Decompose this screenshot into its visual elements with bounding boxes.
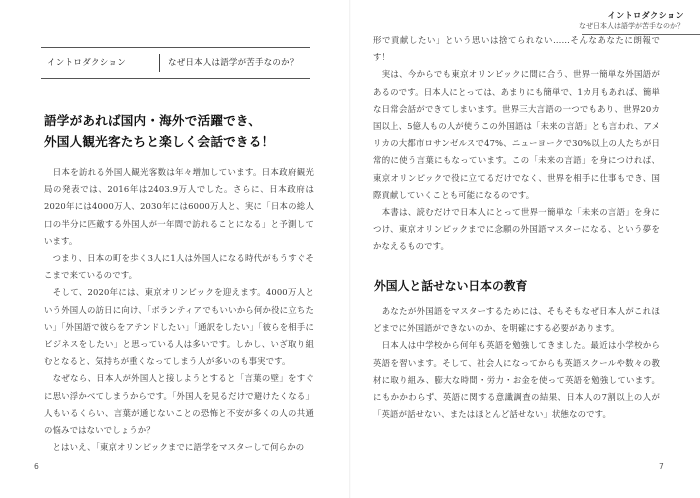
- running-header-subtitle: なぜ日本人は語学が苦手なのか？: [579, 22, 684, 30]
- paragraph: 日本人は中学校から何年も英語を勉強してきました。最近は小学校から英語を習います。そして、社会人になってからも英語スクールや数々の教材に取り組み、膨大な時間・労力・お金を使って英語を勉強しています。にもかかわらず、英語に関する意識調査の結果、日本人の7割以上の人が「英語が話せない、またはほとんど話せない」状態なのです。: [373, 340, 660, 420]
- paragraph: 形で貢献したい」という思いは捨てられない……そんなあなたに朗報です！: [373, 35, 660, 63]
- chapter-header-bar: [41, 47, 310, 79]
- running-header-chapter: イントロダクション: [607, 11, 684, 20]
- paragraph: 実は、今からでも東京オリンピックに間に合う、世界一簡単な外国語があるのです。日本人にとっては、あまりにも簡単で、1カ月もあれば、簡単な日常会話ができてしまいます。世界三大言語の一つでもあり、世界20カ国以上、5億人もの人が使うこの外国語は「未来の言語」とも言われ、アメリカの大都市ロサンゼルスで47%、ニューヨークで30%以上の人たちが日常的に使う言葉にもなっています。この「未来の言語」を身につければ、東京オリンピックで役に立てるだけでなく、世界を相手に仕事もでき、国際貢献していくことも可能になるのです。: [373, 69, 660, 200]
- paragraph: とはいえ、「東京オリンピックまでに語学をマスターして何らかの: [44, 442, 305, 453]
- paragraph: なぜなら、日本人が外国人と接しようとすると「言葉の壁」をすぐに思い浮かべてしまうからです。「外国人を見るだけで避けたくなる」人もいるくらい、言葉が通じないことの恐怖と不安が多くの人の共通の悩みではないでしょうか？: [44, 373, 314, 436]
- section-body-text: [373, 303, 660, 423]
- running-header: [579, 11, 684, 31]
- paragraph: そして、2020年には、東京オリンピックを迎えます。4000万人という外国人の訪日に向け、「ボランティアでもいいから何か役に立ちたい」「外国語で彼らをアテンドしたい」「通訳をしたい」「彼らを相手にビジネスをしたい」と思っている人は多いです。しかし、いざ取り組むとなると、気持ちが重くなってしまう人が多いのも事実です。: [44, 287, 314, 367]
- page-number-right: 7: [659, 462, 664, 471]
- headline-line: 外国人観光客たちと楽しく会話できる！: [44, 134, 275, 149]
- chapter-separator: [159, 54, 160, 72]
- section-heading: 外国人と話せない日本の教育: [374, 279, 528, 293]
- chapter-title: なぜ日本人は語学が苦手なのか？: [168, 58, 299, 68]
- right-page: [350, 0, 700, 498]
- paragraph: つまり、日本の町を歩く3人に1人は外国人になる時代がもうすぐそこまで来ているのです。: [44, 253, 314, 281]
- paragraph: あなたが外国語をマスターするためには、そもそもなぜ日本人がこれほどまでに外国語ができないのか、を明確にする必要があります。: [373, 306, 660, 334]
- left-body-text: [44, 164, 314, 456]
- right-body-text: [373, 32, 660, 256]
- paragraph: 本書は、読むだけで日本人にとって世界一簡単な「未来の言語」を身につけ、東京オリンピックまでに念願の外国語マスターになる、という夢をかなえるものです。: [373, 207, 660, 252]
- page-headline: [44, 110, 334, 152]
- headline-line: 語学があれば国内・海外で活躍でき、: [44, 113, 261, 128]
- page-number-left: 6: [34, 462, 39, 471]
- paragraph: 日本を訪れる外国人観光客数は年々増加しています。日本政府観光局の発表では、2016年は2403.9万人でした。さらに、日本政府は2020年には4000万人、2030年には6000万人と、実に「日本の総人口の半分に匹敵する外国人が一年間で訪れることになる」と予測しています。: [44, 167, 314, 246]
- chapter-label: イントロダクション: [47, 58, 127, 68]
